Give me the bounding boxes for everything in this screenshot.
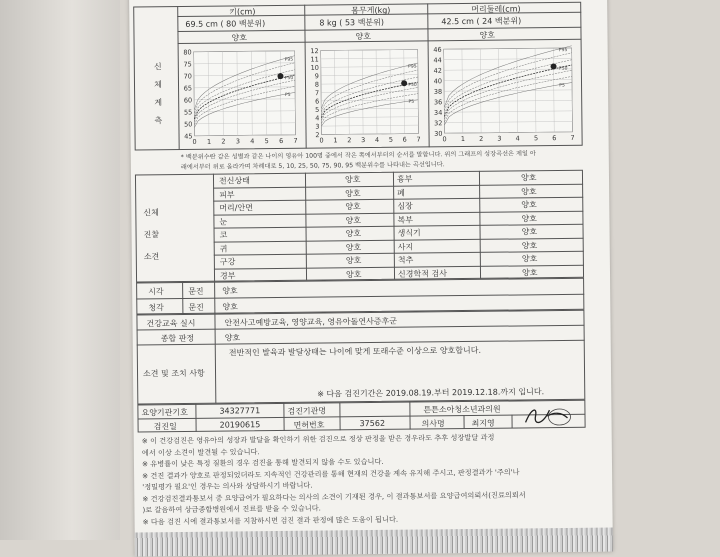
growth-side-label: 신 체 계 측 [153, 62, 163, 126]
x-tick-label: 2 [347, 136, 352, 145]
judgment-label: 종합 판정 [160, 333, 195, 344]
x-tick-label: 3 [361, 136, 366, 145]
x-tick-label: 3 [497, 134, 502, 143]
y-tick-label: 30 [434, 129, 443, 138]
x-tick-label: 7 [293, 136, 298, 145]
next-checkup-note: ※ 다음 검진기간은 2019.08.19.부터 2019.12.18.까지 입니다. [317, 387, 545, 399]
x-tick-label: 6 [402, 135, 407, 144]
perforated-edge [135, 527, 613, 556]
series-label: P5 [408, 99, 415, 105]
y-tick-label: 46 [433, 45, 442, 54]
y-tick-label: 70 [183, 72, 192, 81]
height-value-line: 69.5 cm ( 80 백분위) [185, 19, 266, 29]
head-value-line: 42.5 cm ( 24 백분위) [441, 16, 522, 27]
exam-item-label: 머리/안면 [219, 203, 253, 213]
judgment-value: 양호 [224, 333, 241, 343]
background-left [0, 0, 120, 540]
y-tick-label: 60 [183, 96, 193, 105]
x-tick-label: 1 [206, 137, 212, 146]
y-tick-label: 3 [315, 122, 320, 131]
y-tick-label: 40 [433, 77, 443, 86]
series-label: P5 [559, 83, 565, 89]
y-tick-label: 45 [184, 132, 193, 141]
exam-item-value: 양호 [344, 175, 361, 185]
exam-item-value: 양호 [520, 173, 537, 183]
y-tick-label: 75 [183, 60, 192, 69]
exam-item-value: 양호 [521, 213, 537, 223]
doctor-name: 최지영 [471, 418, 495, 428]
exam-item-value: 양호 [345, 202, 361, 212]
x-tick-label: 6 [279, 136, 284, 145]
series-label: P5 [284, 92, 291, 99]
percentile-note-2: 래에서부터 위로 올라가며 차례대로 5, 10, 25, 50, 75, 90, 95 백분위수를 나타내는 곡선입니다. [180, 161, 445, 171]
y-tick-label: 34 [433, 108, 443, 117]
series-label: P95 [558, 48, 568, 54]
license-label: 면허번호 [293, 420, 325, 430]
exam-item-label: 전신상태 [218, 176, 250, 186]
exam-item-label: 생식기 [397, 228, 421, 238]
x-tick-label: 5 [533, 134, 539, 143]
x-tick-label: 5 [388, 135, 393, 144]
exam-item-label: 피부 [219, 189, 235, 200]
footnote-line: ※ 건진 결과가 양호로 판정되었더라도 지속적인 건강관리를 통해 현재의 건강을 계속 유지해 주시고, 판정결과가 '주의'나 [142, 466, 520, 480]
y-tick-label: 8 [314, 80, 320, 89]
weight-value-line: 8 kg ( 53 백분위) [319, 17, 385, 28]
series-label: P50 [408, 83, 417, 89]
x-tick-label: 4 [515, 134, 520, 143]
vision-label: 시각 [148, 287, 164, 297]
x-tick-label: 1 [460, 135, 465, 144]
exam-item-value: 양호 [345, 242, 362, 252]
institution-code-label: 요양기관기호 [141, 407, 188, 418]
education-value: 안전사고예방교육, 영양교육, 영유아돌연사증후군 [224, 316, 398, 328]
y-tick-label: 5 [315, 105, 320, 114]
exam-item-value: 양호 [345, 188, 361, 198]
y-tick-label: 7 [314, 89, 320, 98]
head-growth-chart [428, 40, 583, 146]
y-tick-label: 2 [315, 131, 320, 140]
footnote-line: ※ 건강검진결과통보서 중 요양급여가 필요하다는 의사의 소견이 기재된 경우, 이 결과통보서를 요양급여의뢰서(진료의뢰서 [142, 489, 526, 503]
health-checkup-report [129, 0, 613, 556]
series-label: P50 [284, 76, 294, 82]
institution-name-label: 검진기관명 [287, 406, 327, 416]
y-tick-label: 55 [183, 108, 193, 117]
y-tick-label: 44 [433, 56, 442, 65]
x-tick-label: 0 [442, 135, 447, 144]
hearing-sub: 문진 [188, 302, 204, 312]
y-tick-label: 4 [315, 114, 320, 123]
x-tick-label: 0 [192, 137, 197, 146]
x-tick-label: 1 [333, 136, 338, 145]
institution-code: 34327771 [219, 406, 261, 416]
y-tick-label: 50 [184, 120, 193, 129]
x-tick-label: 2 [479, 134, 484, 143]
exam-item-value: 양호 [345, 215, 361, 225]
exam-item-value: 양호 [521, 267, 538, 277]
exam-item-label: 흉부 [396, 174, 413, 184]
weight-growth-chart [305, 41, 429, 146]
hearing-label: 청각 [148, 303, 164, 313]
exam-item-label: 코 [219, 230, 228, 240]
series-label: P95 [408, 64, 417, 70]
y-tick-label: 10 [310, 63, 319, 72]
exam-item-value: 양호 [345, 256, 362, 266]
vision-sub: 문진 [188, 286, 204, 296]
footnote-line: ※ 유병률이 낮은 특정 질환의 경우 검진을 통해 발견되지 않을 수도 있습니다. [141, 456, 384, 469]
doctor-signature [521, 402, 573, 429]
vision-value: 양호 [222, 286, 238, 296]
exam-item-label: 심장 [397, 201, 413, 211]
exam-item-label: 사지 [397, 242, 414, 252]
height-status: 양호 [231, 33, 248, 43]
weight-header: 몸무게(kg) [351, 5, 391, 16]
exam-item-label: 눈 [219, 217, 228, 227]
y-tick-label: 42 [433, 66, 442, 75]
exam-item-value: 양호 [345, 229, 362, 239]
education-label: 건강교육 실시 [146, 318, 196, 329]
head-header: 머리둘레(cm) [471, 4, 521, 14]
exam-item-label: 귀 [219, 244, 228, 254]
exam-item-value: 양호 [521, 227, 538, 237]
x-tick-label: 7 [416, 135, 421, 144]
x-tick-label: 6 [552, 134, 557, 143]
doctor-label: 의사명 [421, 419, 445, 429]
institution-name: 튼튼소아청소년과의원 [423, 404, 501, 415]
exam-item-label: 신경학적 검사 [397, 268, 447, 279]
footnote-line: '정밀평가 필요'인 경우는 의사와 상담하시기 바랍니다. [142, 480, 313, 492]
x-tick-label: 4 [374, 135, 380, 144]
x-tick-label: 4 [250, 137, 255, 146]
height-header: 키(cm) [229, 7, 256, 17]
height-growth-chart [178, 43, 306, 148]
license-number: 37562 [359, 418, 386, 429]
exam-item-label: 복부 [397, 215, 413, 225]
y-tick-label: 32 [434, 119, 443, 128]
exam-item-value: 양호 [521, 200, 537, 210]
exam-item-label: 척추 [397, 255, 414, 265]
y-tick-label: 65 [183, 84, 193, 93]
head-status: 양호 [479, 30, 496, 40]
y-tick-label: 80 [183, 48, 192, 57]
findings-text: 전반적인 발육과 발달상태는 나이에 맞게 또래수준 이상으로 양호합니다. [228, 345, 482, 358]
footnote-line: ※ 이 건강검진은 영유아의 성장과 발달을 확인하기 위한 검진으로 정상 판정을 받은 경우라도 추후 성장발달 과정 [141, 432, 495, 446]
footnote-line: )로 갈음하여 상급종합병원에서 진료를 받을 수 있습니다. [142, 503, 321, 515]
exam-section-label: 신체 진찰 소견 [143, 208, 160, 262]
exam-item-label: 경부 [219, 270, 236, 281]
x-tick-label: 3 [235, 137, 241, 146]
y-tick-label: 36 [433, 98, 443, 107]
x-tick-label: 7 [570, 133, 575, 142]
footnote-line: ※ 다음 검진 시에 결과통보서를 지참하시면 검진 결과 판정에 많은 도움이 됩니다. [142, 514, 399, 526]
y-tick-label: 9 [314, 72, 319, 81]
y-tick-label: 6 [315, 97, 320, 106]
x-tick-label: 0 [319, 136, 324, 145]
percentile-note-1: * 백분위수란 같은 성별과 같은 나이의 영유아 100명 중에서 작은 쪽에서부터의 순서를 말합니다. 위의 그래프의 성장곡선은 제일 아 [180, 150, 536, 161]
x-tick-label: 2 [221, 137, 226, 146]
y-tick-label: 12 [310, 47, 319, 56]
findings-label: 소견 및 조치 사항 [142, 368, 205, 379]
exam-item-value: 양호 [521, 186, 537, 196]
exam-item-value: 양호 [521, 240, 538, 250]
series-label: P95 [284, 57, 294, 63]
y-tick-label: 38 [433, 87, 443, 96]
footnote-line: 에서 이상 소견이 발견될 수 있습니다. [141, 446, 260, 457]
exam-item-label: 구강 [219, 257, 236, 267]
y-tick-label: 11 [310, 55, 319, 64]
x-tick-label: 5 [264, 137, 269, 146]
hearing-value: 양호 [222, 302, 238, 312]
exam-item-value: 양호 [345, 269, 362, 279]
exam-item-value: 양호 [521, 254, 538, 264]
series-label: P50 [559, 66, 568, 72]
weight-status: 양호 [355, 31, 372, 42]
checkup-date-label: 검진일 [153, 422, 177, 432]
exam-item-label: 폐 [397, 188, 405, 198]
checkup-date: 20190615 [219, 420, 261, 430]
